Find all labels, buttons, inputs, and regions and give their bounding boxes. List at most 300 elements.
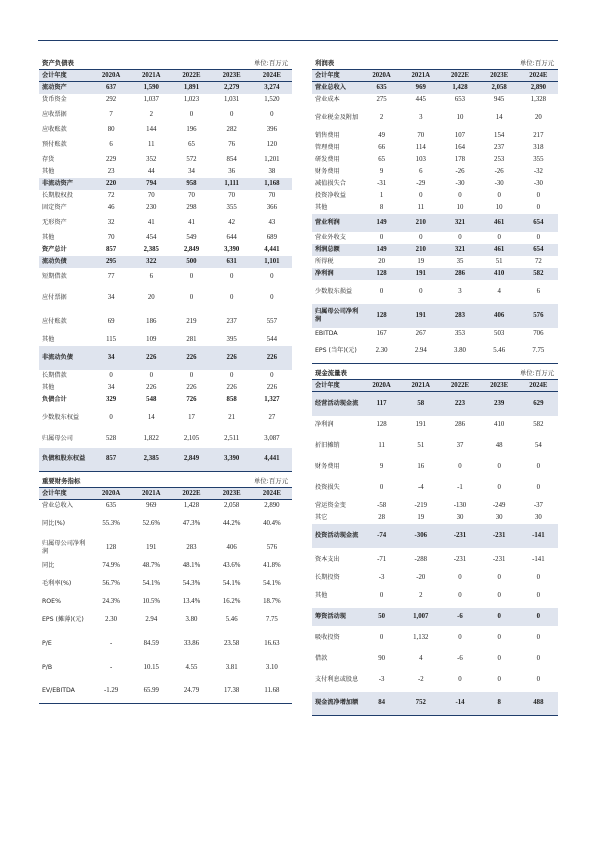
row-value: 631 — [212, 256, 252, 268]
row-value: 396 — [266, 125, 277, 133]
row-label: P/B — [42, 663, 53, 671]
row-value: 42 — [228, 218, 236, 226]
table-row — [39, 536, 292, 560]
row-value: 239 — [480, 392, 519, 416]
row-label: 投资活动现金流 — [312, 524, 362, 548]
table-title-row — [312, 57, 558, 70]
table-row — [39, 608, 292, 632]
row-value: 1,891 — [171, 82, 211, 94]
row-value: 4,441 — [264, 245, 280, 253]
row-value: 11 — [148, 140, 155, 148]
row-value: -20 — [416, 573, 426, 581]
row-value: 48.7% — [142, 561, 161, 569]
row-label: 其它 — [315, 513, 328, 521]
row-value: 0 — [189, 272, 194, 280]
row-value: 10.15 — [143, 663, 159, 671]
row-value: -30 — [533, 179, 543, 187]
row-value: 4 — [419, 654, 423, 662]
row-value: -141 — [532, 555, 545, 563]
row-value: 969 — [146, 501, 157, 509]
row-label: 营业外收支 — [315, 233, 346, 241]
table-unit: 单位:百万元 — [440, 367, 558, 380]
table-row — [39, 680, 292, 704]
table-row — [312, 256, 558, 268]
row-value: 6 — [536, 287, 541, 295]
year-header: 2021A — [131, 70, 171, 82]
table-row — [39, 572, 292, 596]
table-row — [39, 82, 292, 94]
row-value: 726 — [186, 395, 197, 403]
row-value: 27 — [268, 413, 276, 421]
row-label: 营业总收入 — [42, 501, 73, 509]
row-value: 635 — [105, 501, 117, 509]
table-row — [312, 584, 558, 608]
row-value: 406 — [480, 304, 519, 328]
table-row — [312, 572, 558, 584]
row-value: 0 — [458, 675, 462, 683]
row-value: 70 — [228, 191, 236, 199]
table-title-row — [39, 57, 292, 70]
table-row — [39, 370, 292, 382]
table-row — [39, 512, 292, 536]
row-value: 128 — [362, 304, 401, 328]
row-value: 275 — [376, 95, 387, 103]
row-value: 149 — [362, 244, 401, 256]
row-value: 19 — [417, 257, 425, 265]
row-value: 2,058 — [480, 82, 519, 94]
row-value: 128 — [376, 420, 387, 428]
row-value: 33.86 — [183, 639, 200, 647]
table-title: 现金流量表 — [312, 367, 440, 380]
row-value: 44 — [147, 167, 155, 175]
financial-ratios-table — [39, 475, 292, 704]
row-value: 0 — [379, 591, 384, 599]
row-value: 70 — [268, 191, 276, 199]
row-value: 969 — [401, 82, 440, 94]
row-value: -3 — [378, 675, 385, 683]
row-value: -231 — [480, 524, 519, 548]
row-value: 2.94 — [145, 615, 158, 623]
row-value: 70 — [417, 131, 425, 139]
row-value: 503 — [494, 329, 505, 337]
table-row — [312, 304, 558, 328]
table-row — [312, 178, 558, 190]
row-value: 410 — [494, 420, 505, 428]
row-value: 1,520 — [264, 95, 280, 103]
row-value: 0 — [536, 675, 541, 683]
row-value: 115 — [106, 335, 117, 343]
row-label: 投资损失 — [315, 483, 340, 491]
table-row — [39, 154, 292, 166]
row-value: 117 — [362, 392, 401, 416]
table-row — [39, 656, 292, 680]
row-value: 572 — [186, 155, 197, 163]
row-value: 2,385 — [131, 448, 171, 472]
row-value: 120 — [266, 140, 277, 148]
row-label: 营业利润 — [312, 214, 362, 232]
row-value: 706 — [533, 329, 544, 337]
row-value: 1,327 — [264, 395, 280, 403]
row-value: -231 — [453, 555, 467, 563]
row-label: 其他 — [315, 591, 328, 599]
row-value: 0 — [536, 591, 541, 599]
row-value: 653 — [454, 95, 466, 103]
row-value: 355 — [533, 155, 544, 163]
table-row — [312, 626, 558, 650]
row-value: 10 — [456, 113, 464, 121]
table-row — [39, 286, 292, 310]
row-value: -14 — [440, 692, 479, 716]
year-header: 2024E — [252, 488, 292, 500]
row-value: 2,279 — [212, 82, 252, 94]
table-row — [39, 334, 292, 346]
row-label: 销售费用 — [315, 131, 340, 139]
row-value: 50 — [362, 608, 401, 626]
row-value: -30 — [494, 179, 504, 187]
row-label: 非流动资产 — [39, 178, 91, 190]
row-value: 8 — [480, 692, 519, 716]
table-row — [312, 214, 558, 232]
row-value: 1,007 — [401, 608, 440, 626]
header-label: 会计年度 — [312, 70, 362, 82]
row-value: 854 — [226, 155, 237, 163]
income-statement-table — [312, 57, 558, 364]
row-value: 2.30 — [362, 340, 401, 364]
row-value: 17.38 — [212, 680, 252, 704]
row-value: 0 — [419, 233, 423, 241]
row-value: 637 — [91, 82, 131, 94]
row-value: 0 — [536, 233, 541, 241]
table-row — [312, 232, 558, 244]
table-row — [312, 548, 558, 572]
row-value: 0 — [458, 233, 462, 241]
row-value: 629 — [519, 392, 558, 416]
row-value: 2.30 — [105, 615, 118, 623]
row-value: 3.81 — [225, 663, 238, 671]
row-value: 557 — [266, 317, 277, 325]
row-label: 归属母公司 — [42, 434, 73, 442]
table-row — [312, 244, 558, 256]
row-value: 2 — [149, 110, 153, 118]
row-value: 329 — [105, 395, 117, 403]
table-header-row — [312, 380, 558, 392]
row-label: 非流动负债 — [39, 346, 91, 370]
table-row — [39, 202, 292, 214]
row-value: 0 — [109, 413, 113, 421]
row-value: -231 — [492, 555, 506, 563]
row-value: 1,428 — [183, 501, 200, 509]
year-header: 2020A — [91, 488, 131, 500]
row-value: 0 — [270, 371, 274, 379]
row-value: 70 — [188, 191, 195, 199]
row-value: 752 — [401, 692, 440, 716]
header-label: 会计年度 — [312, 380, 362, 392]
row-value: 1,037 — [143, 95, 159, 103]
row-label: 少数股东损益 — [315, 287, 353, 295]
row-value: 186 — [146, 317, 157, 325]
row-value: 7.75 — [519, 340, 558, 364]
row-label: 吸收投资 — [315, 633, 340, 641]
row-value: 55.3% — [102, 519, 120, 527]
row-value: 70 — [147, 191, 155, 199]
row-value: 51 — [417, 441, 425, 449]
row-label: 短期借款 — [42, 272, 67, 280]
row-value: 0 — [536, 633, 541, 641]
table-row — [39, 596, 292, 608]
cash-flow-table — [312, 367, 558, 716]
table-row — [39, 394, 292, 406]
row-value: 107 — [454, 131, 466, 139]
table-row — [312, 416, 558, 434]
row-value: 2,511 — [224, 434, 240, 442]
row-value: 223 — [440, 392, 479, 416]
row-value: 0 — [229, 272, 234, 280]
row-value: -32 — [533, 167, 543, 175]
table-row — [39, 106, 292, 124]
row-label: P/E — [42, 639, 52, 647]
row-value: 56.7% — [102, 579, 120, 587]
row-value: 23 — [107, 167, 115, 175]
row-label: 长期投资 — [315, 573, 340, 581]
row-label: 毛利率(%) — [42, 579, 72, 587]
year-header: 2022E — [171, 488, 211, 500]
row-value: 149 — [362, 214, 401, 232]
table-row — [39, 124, 292, 136]
row-value: 32 — [107, 218, 115, 226]
row-value: 13.4% — [182, 597, 201, 605]
row-value: 0 — [109, 371, 113, 379]
row-value: 0 — [270, 293, 274, 301]
row-value: 54.1% — [142, 579, 161, 587]
year-header: 2023E — [480, 380, 519, 392]
year-header: 2022E — [440, 70, 479, 82]
row-label: 同比(%) — [42, 519, 66, 527]
row-value: 5.46 — [480, 340, 519, 364]
row-value: 654 — [519, 244, 558, 256]
row-value: 34 — [91, 346, 131, 370]
row-value: 0 — [458, 462, 462, 470]
row-label: 所得税 — [315, 257, 334, 265]
row-value: 30 — [534, 513, 542, 521]
row-value: 9 — [379, 462, 384, 470]
table-unit: 单位:百万元 — [171, 57, 292, 70]
row-value: -37 — [533, 501, 543, 509]
year-header: 2024E — [252, 70, 292, 82]
table-row — [312, 692, 558, 716]
row-label: 负债合计 — [42, 395, 67, 403]
row-value: 18.7% — [263, 597, 281, 605]
row-value: 217 — [533, 131, 544, 139]
row-value: 220 — [91, 178, 131, 190]
row-label: EPS (当年)(元) — [312, 340, 362, 364]
row-value: 10 — [495, 203, 503, 211]
row-value: 66 — [378, 143, 385, 151]
row-value: 54.3% — [182, 579, 201, 587]
table-row — [312, 328, 558, 340]
row-value: 4.55 — [185, 663, 198, 671]
row-value: 0 — [458, 591, 462, 599]
row-value: 0 — [189, 110, 194, 118]
row-value: 544 — [266, 335, 277, 343]
row-value: 0 — [497, 633, 501, 641]
row-value: 5.46 — [225, 615, 238, 623]
row-value: 24.79 — [171, 680, 211, 704]
row-label: 流动负债 — [39, 256, 91, 268]
row-value: 298 — [186, 203, 197, 211]
table-row — [39, 560, 292, 572]
row-label: 存货 — [42, 155, 55, 163]
row-label: 应付账款 — [42, 317, 67, 325]
year-header: 2020A — [362, 380, 401, 392]
table-row — [312, 500, 558, 512]
row-value: 1,168 — [252, 178, 292, 190]
row-value: 191 — [401, 304, 440, 328]
row-value: -306 — [401, 524, 440, 548]
row-label: 净利润 — [312, 268, 362, 280]
row-value: -26 — [494, 167, 504, 175]
row-value: 0 — [497, 233, 501, 241]
row-value: 582 — [533, 420, 544, 428]
row-value: -71 — [377, 555, 387, 563]
row-value: 11.68 — [252, 680, 292, 704]
row-value: 54.1% — [222, 579, 241, 587]
row-value: 210 — [401, 244, 440, 256]
row-label: 归属母公司净利润 — [312, 304, 362, 328]
row-value: 0 — [229, 371, 234, 379]
row-label: 长期借款 — [42, 371, 67, 379]
row-label: 财务费用 — [315, 462, 340, 470]
row-value: -6 — [457, 654, 463, 662]
row-label: 应付票据 — [42, 293, 67, 301]
row-label: 应收票据 — [42, 110, 67, 118]
row-value: 48.1% — [182, 561, 201, 569]
row-value: 54.1% — [263, 579, 281, 587]
row-label: 应收账款 — [42, 125, 67, 133]
row-value: 10 — [456, 203, 464, 211]
row-value: 0 — [379, 233, 384, 241]
year-header: 2022E — [171, 70, 211, 82]
row-value: 582 — [519, 268, 558, 280]
row-value: 128 — [362, 268, 401, 280]
row-label: 减值损失合 — [315, 179, 346, 187]
row-value: 47.3% — [182, 519, 201, 527]
row-value: 23.58 — [224, 639, 240, 647]
row-value: 395 — [226, 335, 237, 343]
row-value: -2 — [417, 675, 424, 683]
year-header: 2024E — [519, 380, 558, 392]
row-value: 226 — [171, 346, 211, 370]
row-value: 51 — [495, 257, 503, 265]
row-label: 借款 — [315, 654, 328, 662]
row-value: 488 — [519, 692, 558, 716]
row-value: 58 — [401, 392, 440, 416]
row-value: 445 — [415, 95, 426, 103]
table-row — [312, 94, 558, 106]
row-value: -3 — [378, 573, 385, 581]
row-value: 1,023 — [183, 95, 200, 103]
row-label: 资产总计 — [42, 245, 67, 253]
row-value: 0 — [497, 591, 501, 599]
row-value: -249 — [492, 501, 506, 509]
row-value: 2,385 — [143, 245, 159, 253]
table-row — [312, 106, 558, 130]
row-value: 226 — [146, 383, 157, 391]
table-row — [312, 476, 558, 500]
row-value: 0 — [149, 371, 153, 379]
row-value: -31 — [377, 179, 387, 187]
table-row — [39, 448, 292, 472]
table-row — [312, 434, 558, 458]
row-value: 8 — [379, 203, 384, 211]
row-value: 4 — [497, 287, 501, 295]
row-value: 72 — [107, 191, 115, 199]
row-label: 营运资金变 — [315, 501, 346, 509]
row-value: 0 — [536, 483, 541, 491]
row-value: 41.8% — [263, 561, 281, 569]
row-label: 营业总收入 — [312, 82, 362, 94]
row-value: 43 — [268, 218, 276, 226]
row-label: 利润总额 — [312, 244, 362, 256]
row-value: - — [109, 639, 113, 647]
row-value: 144 — [146, 125, 157, 133]
row-value: 528 — [105, 434, 117, 442]
row-value: 576 — [266, 543, 277, 551]
table-row — [312, 340, 558, 364]
table-row — [39, 430, 292, 448]
balance-sheet-table — [39, 57, 292, 472]
row-value: 283 — [440, 304, 479, 328]
row-value: 237 — [494, 143, 505, 151]
row-value: 210 — [401, 214, 440, 232]
row-value: 19 — [417, 513, 425, 521]
row-value: 0 — [270, 110, 274, 118]
row-value: 164 — [454, 143, 466, 151]
row-value: -1 — [457, 483, 463, 491]
row-value: 292 — [105, 95, 117, 103]
row-value: 196 — [186, 125, 197, 133]
row-value: -6 — [440, 608, 479, 626]
row-label: 其他 — [42, 335, 55, 343]
row-value: 4,441 — [252, 448, 292, 472]
row-value: 35 — [456, 257, 464, 265]
row-value: 0 — [189, 293, 194, 301]
table-row — [312, 392, 558, 416]
table-row — [312, 280, 558, 304]
row-value: 40.4% — [263, 519, 281, 527]
row-value: 90 — [378, 654, 385, 662]
row-value: 548 — [146, 395, 157, 403]
row-value: 3 — [419, 113, 423, 121]
row-label: 其他 — [315, 203, 328, 211]
row-value: 2,105 — [183, 434, 200, 442]
row-value: 34 — [107, 293, 115, 301]
row-value: 461 — [480, 244, 519, 256]
row-value: 283 — [186, 543, 197, 551]
row-value: 945 — [494, 95, 505, 103]
year-header: 2021A — [131, 488, 171, 500]
table-row — [39, 94, 292, 106]
row-value: 84 — [362, 692, 401, 716]
row-value: 0 — [379, 483, 384, 491]
row-value: 226 — [186, 383, 197, 391]
row-value: -288 — [414, 555, 428, 563]
row-value: 84.59 — [143, 639, 159, 647]
year-header: 2024E — [519, 70, 558, 82]
row-value: 128 — [105, 543, 117, 551]
row-label: EV/EBITDA — [39, 680, 91, 704]
row-value: 410 — [480, 268, 519, 280]
row-value: 3,390 — [212, 448, 252, 472]
